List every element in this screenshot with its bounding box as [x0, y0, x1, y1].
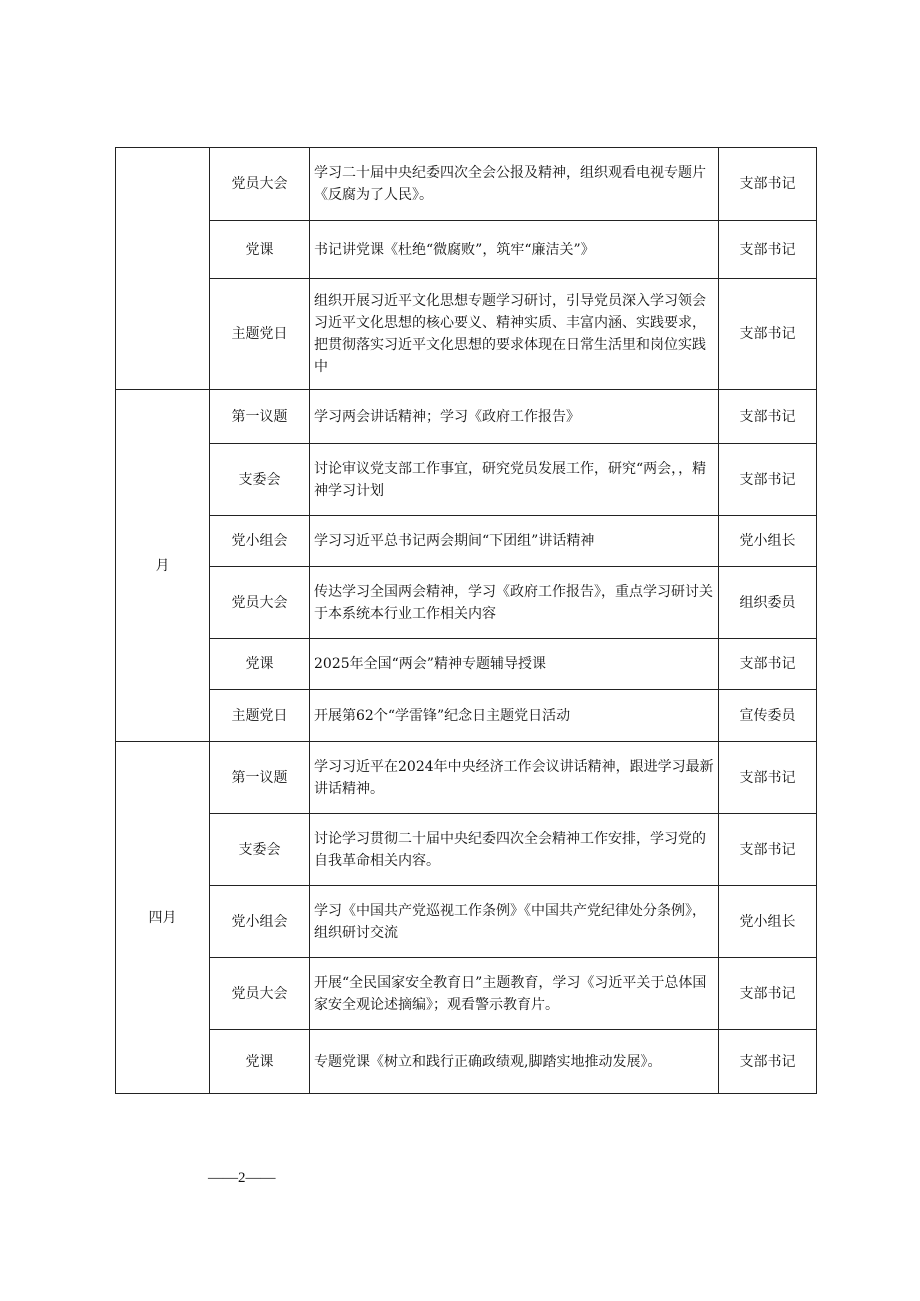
- table-row: [116, 516, 817, 567]
- activity-content-cell: 讨论审议党支部工作事宜，研究党员发展工作，研究“两会，，精神学习计划: [310, 444, 719, 516]
- table-row: [116, 148, 817, 221]
- activity-content-cell: 讨论学习贯彻二十届中央纪委四次全会精神工作安排，学习党的自我革命相关内容。: [310, 814, 719, 886]
- responsible-cell: 支部书记: [719, 742, 817, 814]
- activity-content-cell: 2025年全国“两会”精神专题辅导授课: [310, 639, 719, 690]
- month-cell: 四月: [116, 742, 210, 1094]
- activity-content-cell: 学习两会讲话精神；学习《政府工作报告》: [310, 390, 719, 444]
- table-row: [116, 814, 817, 886]
- table-row: [116, 639, 817, 690]
- activity-content-cell: 学习习近平在2024年中央经济工作会议讲话精神，跟进学习最新讲话精神。: [310, 742, 719, 814]
- activity-type-cell: 主题党日: [210, 279, 310, 390]
- responsible-cell: 支部书记: [719, 279, 817, 390]
- responsible-cell: 党小组长: [719, 516, 817, 567]
- month-cell: 月: [116, 390, 210, 742]
- responsible-cell: 党小组长: [719, 886, 817, 958]
- responsible-cell: 支部书记: [719, 221, 817, 279]
- activity-type-cell: 党课: [210, 1030, 310, 1094]
- table-row: [116, 690, 817, 742]
- table-row: [116, 221, 817, 279]
- activity-type-cell: 第一议题: [210, 742, 310, 814]
- activity-content-cell: 学习二十届中央纪委四次全会公报及精神，组织观看电视专题片《反腐为了人民》。: [310, 148, 719, 221]
- activity-type-cell: 党员大会: [210, 567, 310, 639]
- responsible-cell: 宣传委员: [719, 690, 817, 742]
- table-row: [116, 886, 817, 958]
- activity-type-cell: 党员大会: [210, 148, 310, 221]
- responsible-cell: 支部书记: [719, 814, 817, 886]
- responsible-cell: 支部书记: [719, 390, 817, 444]
- responsible-cell: 支部书记: [719, 444, 817, 516]
- activity-type-cell: 支委会: [210, 814, 310, 886]
- activity-content-cell: 开展“全民国家安全教育日”主题教育，学习《习近平关于总体国家安全观论述摘编》；观看警示教育片。: [310, 958, 719, 1030]
- responsible-cell: 支部书记: [719, 1030, 817, 1094]
- page-number: ——2——: [208, 1170, 276, 1186]
- table-row: [116, 567, 817, 639]
- activity-content-cell: 传达学习全国两会精神，学习《政府工作报告》，重点学习研讨关于本系统本行业工作相关内容: [310, 567, 719, 639]
- responsible-cell: 支部书记: [719, 958, 817, 1030]
- activity-type-cell: 党课: [210, 221, 310, 279]
- activity-plan-table: [115, 147, 817, 1094]
- activity-type-cell: 党员大会: [210, 958, 310, 1030]
- responsible-cell: 组织委员: [719, 567, 817, 639]
- table-row: [116, 958, 817, 1030]
- table-row: [116, 390, 817, 444]
- activity-type-cell: 主题党日: [210, 690, 310, 742]
- table-row: [116, 1030, 817, 1094]
- activity-content-cell: 书记讲党课《杜绝“微腐败”，筑牢“廉洁关”》: [310, 221, 719, 279]
- responsible-cell: 支部书记: [719, 148, 817, 221]
- activity-content-cell: 学习习近平总书记两会期间“下团组”讲话精神: [310, 516, 719, 567]
- activity-content-cell: 组织开展习近平文化思想专题学习研讨，引导党员深入学习领会习近平文化思想的核心要义、精神实质、丰富内涵、实践要求，把贯彻落实习近平文化思想的要求体现在日常生活里和岗位实践中: [310, 279, 719, 390]
- activity-type-cell: 支委会: [210, 444, 310, 516]
- activity-content-cell: 专题党课《树立和践行正确政绩观,脚踏实地推动发展》。: [310, 1030, 719, 1094]
- activity-type-cell: 党小组会: [210, 516, 310, 567]
- activity-type-cell: 第一议题: [210, 390, 310, 444]
- activity-type-cell: 党课: [210, 639, 310, 690]
- activity-content-cell: 开展第62个“学雷锋”纪念日主题党日活动: [310, 690, 719, 742]
- activity-type-cell: 党小组会: [210, 886, 310, 958]
- responsible-cell: 支部书记: [719, 639, 817, 690]
- table-row: [116, 279, 817, 390]
- activity-content-cell: 学习《中国共产党巡视工作条例》《中国共产党纪律处分条例》，组织研讨交流: [310, 886, 719, 958]
- table-row: [116, 444, 817, 516]
- table-row: [116, 742, 817, 814]
- month-cell: [116, 148, 210, 390]
